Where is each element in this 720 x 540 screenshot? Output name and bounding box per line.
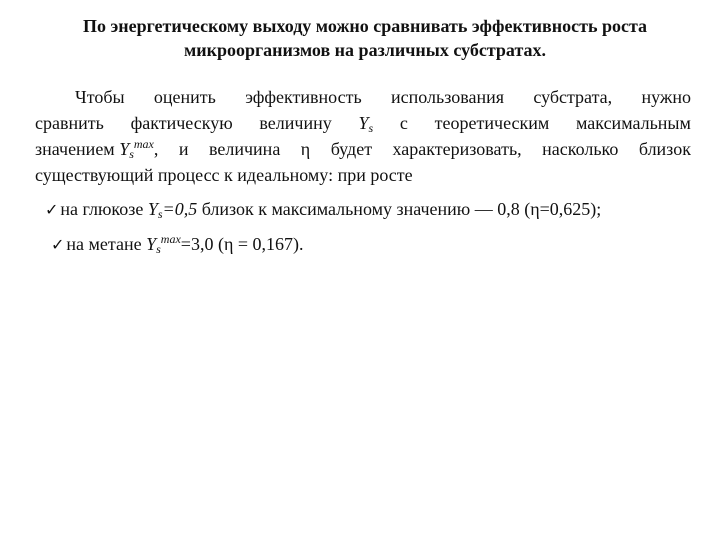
word: значением [35, 139, 115, 159]
ysmax-superscript: max [133, 137, 154, 151]
paragraph-line-2 [35, 110, 691, 136]
bullet-prefix: на метане [66, 234, 147, 254]
word: величину [259, 113, 332, 133]
word: теоретическим [434, 113, 550, 133]
ys-subscript: s [157, 207, 163, 221]
ysmax-subscript: s [156, 242, 161, 256]
word: с [399, 113, 408, 133]
ys-letter: Y [147, 199, 158, 219]
bullet-item-methane [51, 232, 304, 257]
word: нужно [641, 87, 691, 107]
word: характеризовать, [392, 139, 522, 159]
comma: , [153, 139, 159, 159]
word: использования [390, 87, 504, 107]
ysmax-subscript: s [129, 147, 134, 161]
bullet-suffix: =3,0 (η = 0,167). [180, 234, 304, 254]
bullet-item-glucose [45, 197, 601, 222]
title-line-1: По энергетическому выходу можно сравнивать эффективность роста [82, 16, 648, 36]
word: насколько [542, 139, 619, 159]
ysmax-letter: Y [146, 234, 157, 254]
ysmax-phrase [35, 136, 158, 162]
ys-subscript: s [368, 121, 374, 135]
word: Чтобы [75, 87, 125, 107]
ys-symbol [358, 110, 373, 136]
ys-value: =0,5 [162, 199, 198, 219]
check-icon: ✓ [45, 200, 59, 219]
paragraph-line-4: существующий процесс к идеальному: при росте [35, 165, 413, 185]
bullet-prefix: на глюкозе [60, 199, 148, 219]
word: близок [638, 139, 691, 159]
word: будет [330, 139, 373, 159]
word: субстрата, [533, 87, 613, 107]
word: эффективность [245, 87, 362, 107]
body-paragraph [35, 84, 691, 188]
eta-symbol: η [300, 139, 311, 159]
slide-title [40, 14, 690, 62]
word: оценить [153, 87, 216, 107]
word: величина [209, 139, 281, 159]
word: фактическую [130, 113, 233, 133]
word: сравнить [35, 113, 104, 133]
bullet-suffix: близок к максимальному значению — 0,8 (η=0,625); [197, 199, 602, 219]
paragraph-line-1 [35, 84, 691, 110]
ys-letter: Y [358, 113, 369, 133]
word: и [178, 139, 189, 159]
check-icon: ✓ [51, 235, 65, 254]
ysmax-superscript: max [160, 232, 181, 246]
ysmax-letter: Y [119, 139, 130, 159]
word: максимальным [576, 113, 691, 133]
paragraph-line-3 [35, 136, 691, 162]
title-line-2: микроорганизмов на различных субстратах. [183, 40, 547, 60]
